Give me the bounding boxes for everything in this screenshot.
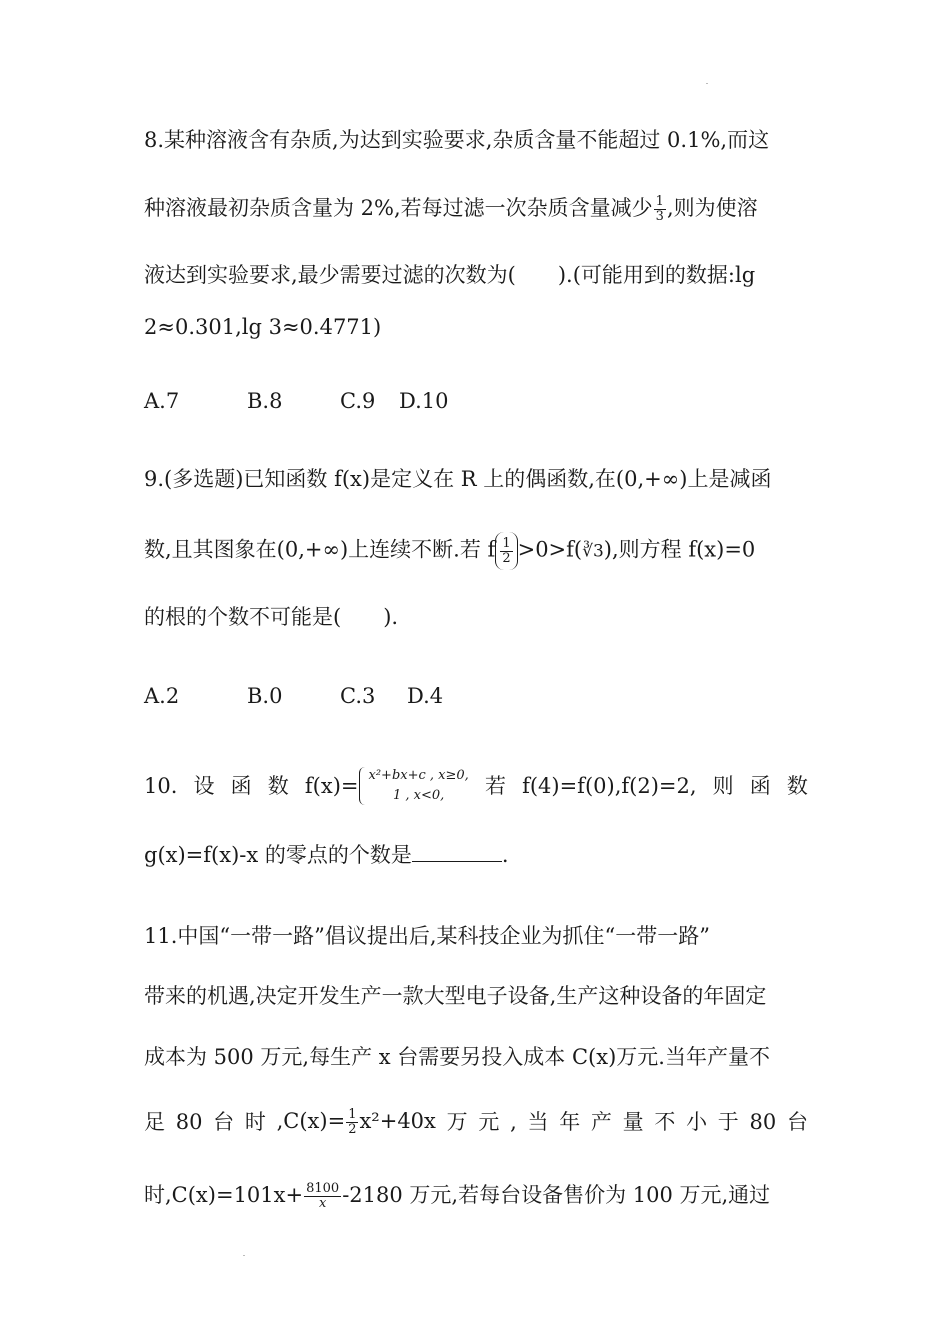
q10-line-2-text-a: g(x)=f(x)-x 的零点的个数是: [144, 843, 412, 867]
q11-line-4: [144, 1106, 808, 1137]
q9-line-2: [144, 532, 808, 570]
q9-line-2-text-c: ),则方程 f(x)=0: [603, 537, 756, 562]
q10-case-2: 1 , x<0,: [393, 788, 445, 803]
q9-option-a: A.2: [144, 684, 180, 708]
q8-options: [144, 386, 808, 416]
q11-line-5-text-a: 时,C(x)=101x+: [144, 1183, 304, 1207]
q9-options: [144, 681, 808, 711]
q10-tail-3: 则: [712, 774, 734, 798]
q11-tail-8: 不: [654, 1109, 676, 1134]
q10-cases: [369, 766, 469, 806]
q10-line-2-text-b: .: [501, 843, 509, 867]
q11-head-3: 台: [213, 1109, 235, 1134]
q8-option-a: A.7: [144, 389, 180, 413]
q9-line-1: 9.(多选题)已知函数 f(x)是定义在 R 上的偶函数,在(0,+∞)上是减函: [144, 467, 772, 491]
q11-tail-10: 于: [717, 1109, 739, 1134]
q11-line-5-text-b: -2180 万元,若每台设备售价为 100 万元,通过: [342, 1183, 771, 1207]
q11-half-num: 1: [348, 1107, 357, 1122]
q11-tail-9: 小: [686, 1109, 708, 1134]
q10-tail-4: 函: [749, 774, 771, 798]
q10-brace: [359, 767, 366, 805]
q11-tail-5: 年: [559, 1109, 581, 1134]
q11-head-1: 足: [144, 1109, 165, 1134]
q11-tail-7: 量: [622, 1109, 644, 1134]
q9-fraction-den: 2: [502, 550, 511, 566]
q10-tail-1: 若: [484, 774, 506, 798]
q11-line-2: 带来的机遇,决定开发生产一款大型电子设备,生产这种设备的年固定: [144, 984, 767, 1008]
q8-fraction-den: 3: [655, 209, 664, 224]
q9-option-c: C.3: [340, 684, 376, 708]
q11-tail-12: 台: [786, 1109, 808, 1134]
q11-half-den: 2: [348, 1122, 357, 1137]
q11-tail-11: 80: [749, 1109, 777, 1134]
q11-line-1: 11.中国“一带一路”倡议提出后,某科技企业为抓住“一带一路”: [144, 924, 711, 948]
q10-word-4: 数: [267, 774, 289, 798]
q8-line-4: 2≈0.301,lg 3≈0.4771): [144, 315, 382, 339]
q8-fraction: [654, 195, 666, 224]
page-mark-top: [706, 83, 708, 84]
q11-tail-4: 当: [527, 1109, 549, 1134]
q9-option-b: B.0: [247, 684, 283, 708]
q11-head-4: 时: [244, 1109, 266, 1134]
q11-cx-expression: [277, 1106, 436, 1137]
q10-line-2: [144, 840, 808, 870]
q10-case-1: x²+bx+c , x≥0,: [368, 768, 469, 783]
q8-line-3: 液达到实验要求,最少需要过滤的次数为( ).(可能用到的数据:lg: [144, 263, 756, 287]
q8-fraction-num: 1: [655, 194, 664, 209]
q10-word-2: 设: [193, 774, 215, 798]
q11-tail-3: ,: [510, 1109, 517, 1134]
q10-answer-blank: [412, 841, 502, 862]
q9-line-2-text-b: >0>f(: [517, 537, 583, 562]
q11-tail-1: 万: [446, 1109, 468, 1134]
q10-word-3: 函: [230, 774, 252, 798]
q9-line-2-text-a: 数,且其图象在(0,+∞)上连续不断.若 f: [144, 537, 496, 562]
q9-fraction: [500, 537, 512, 566]
q8-line-2: [144, 193, 808, 224]
q11-8100-fraction: [304, 1182, 341, 1211]
q10-line-1: [144, 766, 808, 806]
q8-line-2-text-a: 种溶液最初杂质含量为 2%,若每过滤一次杂质含量减少: [144, 196, 653, 220]
q11-cx: ,C(x)=: [276, 1109, 346, 1133]
page-mark-bottom: [243, 1255, 245, 1256]
q9-fraction-num: 1: [502, 535, 511, 551]
q10-tail-2: f(4)=f(0),f(2)=2,: [522, 774, 697, 798]
q8-option-b: B.8: [247, 389, 283, 413]
q8-line-2-text-b: ,则为使溶: [666, 196, 758, 220]
q11-8100-den: x: [318, 1196, 327, 1211]
q11-tail-6: 产: [590, 1109, 612, 1134]
q8-option-d: D.10: [399, 389, 449, 413]
q9-paren-group: [495, 532, 517, 570]
q11-line-3: 成本为 500 万元,每生产 x 台需要另投入成本 C(x)万元.当年产量不: [144, 1045, 770, 1069]
q10-fx: f(x)=: [304, 774, 359, 798]
q8-option-c: C.9: [340, 389, 376, 413]
q11-head-2: 80: [175, 1109, 203, 1134]
q11-tail-2: 元: [478, 1109, 500, 1134]
q11-line-5: [144, 1180, 808, 1211]
q9-option-d: D.4: [407, 684, 444, 708]
q10-tail-5: 数: [786, 774, 808, 798]
q11-half-fraction: [346, 1108, 358, 1137]
q9-line-3: 的根的个数不可能是( ).: [144, 605, 399, 629]
q8-line-1: 8.某种溶液含有杂质,为达到实验要求,杂质含量不能超过 0.1%,而这: [144, 128, 770, 152]
q10-word-1: 10.: [144, 774, 178, 798]
q10-piecewise-function: [305, 766, 469, 806]
q11-expr: x²+40x: [359, 1109, 436, 1133]
q9-cube-root: ∛3: [582, 541, 604, 562]
q11-8100-num: 8100: [306, 1181, 340, 1196]
